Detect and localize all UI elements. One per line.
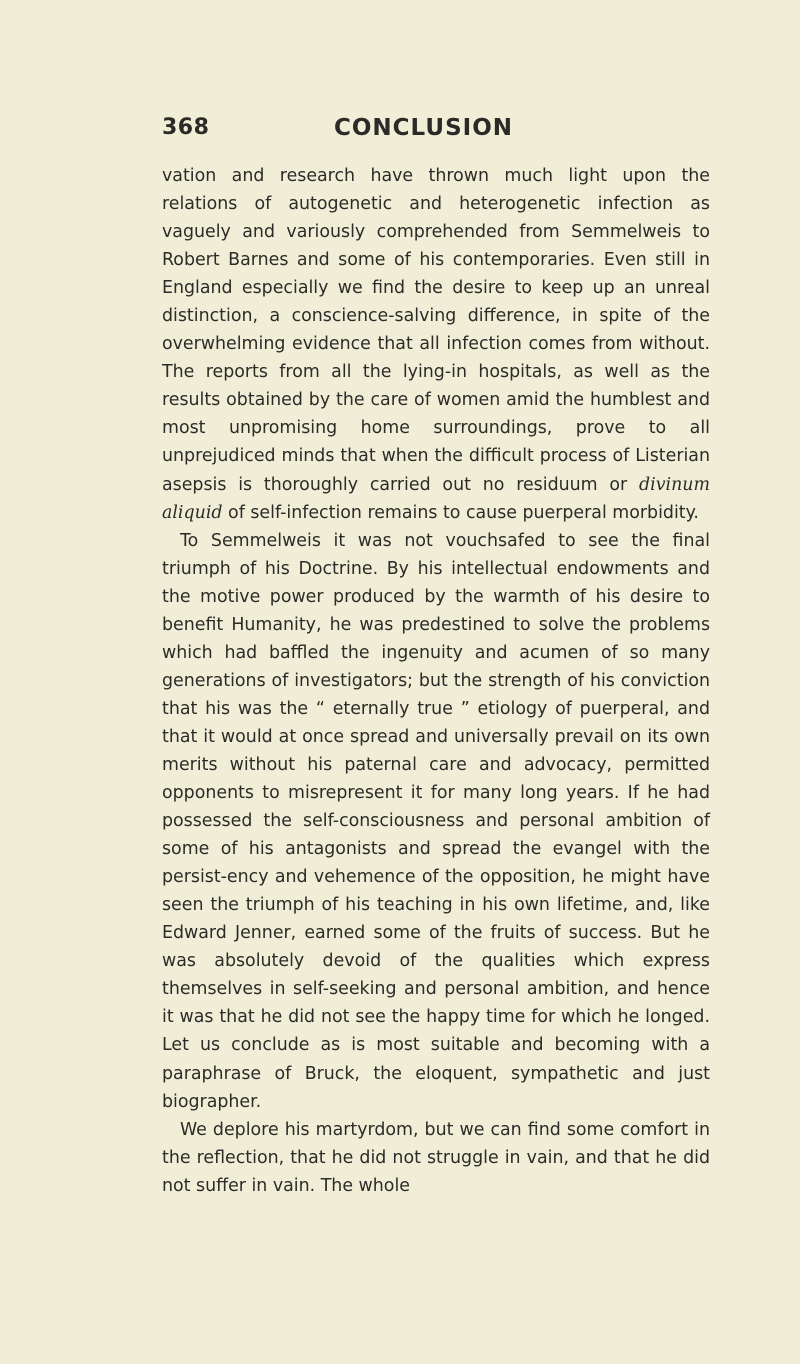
page-header (162, 115, 712, 155)
page-number: 368 (162, 115, 210, 140)
paragraph-text: of self-infection remains to cause puerperal morbidity. (222, 502, 699, 523)
paragraph: To Semmelweis it was not vouchsafed to see the final triumph of his Doctrine. By his intellectual endowments and the motive power produced by the warmth of his desire to benefit Humanity, he was predestined to solve the problems which had baffled the ingenuity and acumen of so many generations of investigators; but the strength of his conviction that his was the “ eternally true ” etiology of puerperal, and that it would at once spread and universally prevail on its own merits without his paternal care and advocacy, permitted opponents to misrepresent it for many long years. If he had possessed the self-consciousness and personal ambition of some of his antagonists and spread the evangel with the persist-ency and vehemence of the opposition, he might have seen the triumph of his teaching in his own lifetime, and, like Edward Jenner, earned some of the fruits of success. But he was absolutely devoid of the qualities which express themselves in self-seeking and personal ambition, and hence it was that he did not see the happy time for which he longed. Let us conclude as is most suitable and becoming with a paraphrase of Bruck, the eloquent, sympathetic and just biographer. (162, 530, 710, 1112)
paragraph-continued (162, 162, 710, 527)
body-text (162, 162, 710, 1200)
paragraph-text: vation and research have thrown much light upon the relations of autogenetic and heterogenetic infection as vaguely and variously comprehended from Semmelweis to Robert Barnes and some of his contemporaries. Even still in England especially we find the desire to keep up an unreal distinction, a conscience-salving difference, in spite of the overwhelming evidence that all infection comes from without. The reports from all the lying-in hospitals, as well as the results obtained by the care of women amid the humblest and most unpromising home surroundings, prove to all unprejudiced minds that when the difficult process of Listerian asepsis is thoroughly carried out no residuum or (162, 166, 710, 495)
italic-phrase: divinum aliquid (162, 474, 710, 523)
running-title: CONCLUSION (334, 115, 513, 141)
paragraph: We deplore his martyrdom, but we can find some comfort in the reflection, that he did not struggle in vain, and that he did not suffer in vain. The whole (162, 1119, 710, 1196)
